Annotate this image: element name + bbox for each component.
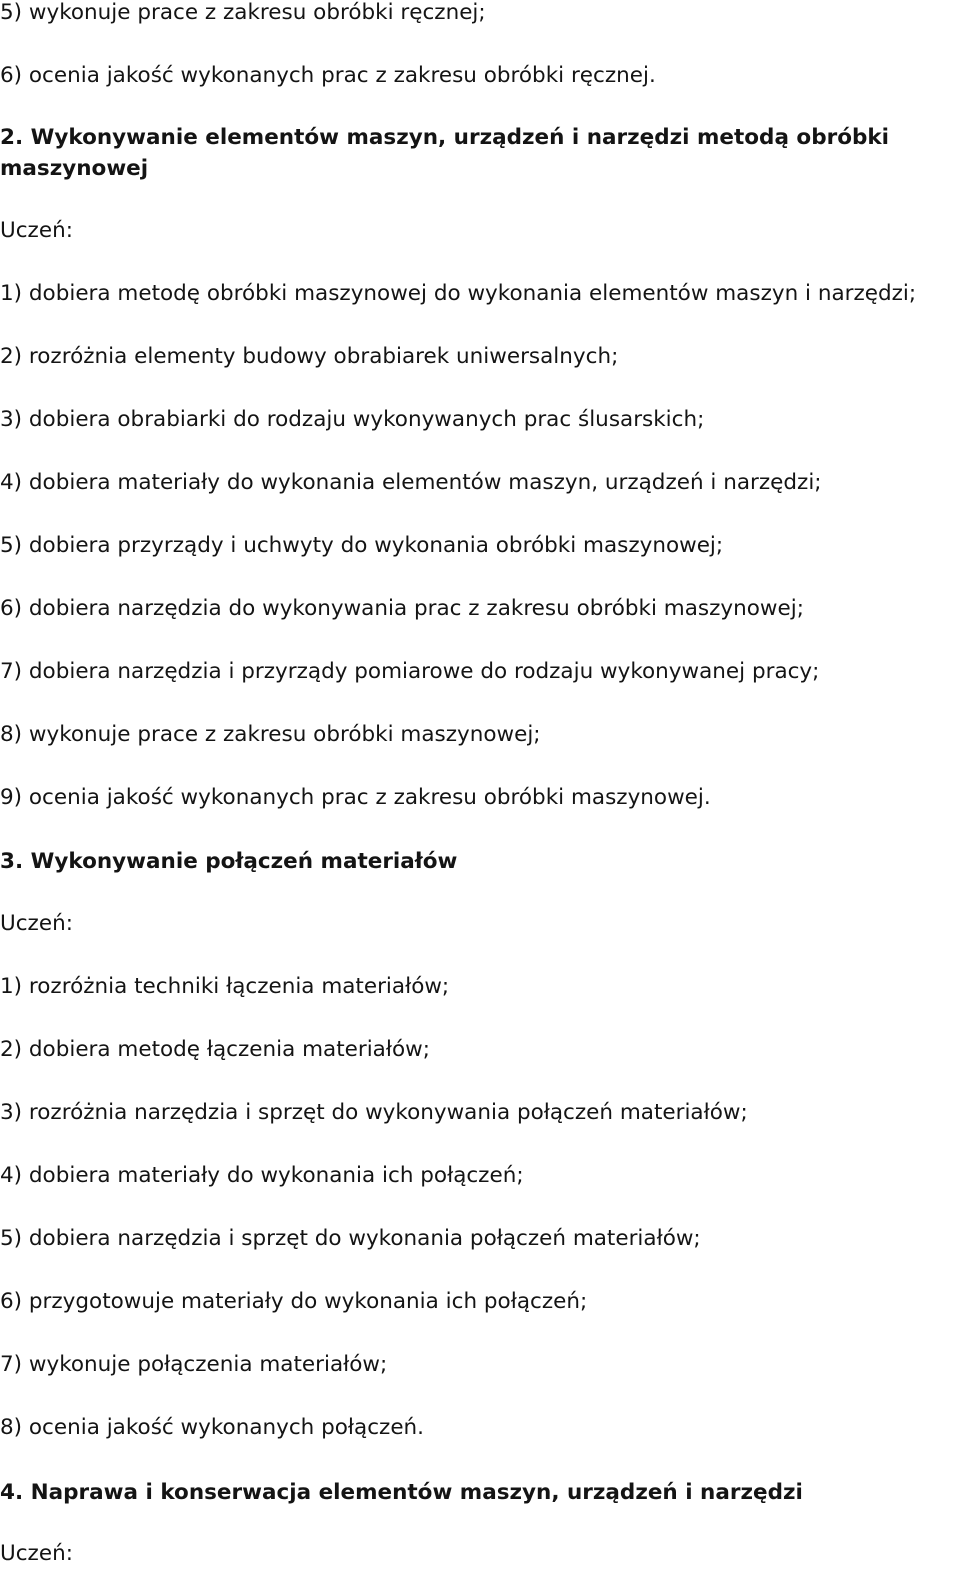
list-item: 7) dobiera narzędzia i przyrządy pomiarowe do rodzaju wykonywanej pracy; <box>0 659 820 684</box>
list-item: 3) rozróżnia narzędzia i sprzęt do wykonywania połączeń materiałów; <box>0 1100 748 1125</box>
section-heading-3: 3. Wykonywanie połączeń materiałów <box>0 849 458 874</box>
list-item: 6) dobiera narzędzia do wykonywania prac z zakresu obróbki maszynowej; <box>0 596 804 621</box>
list-item: 1) rozróżnia techniki łączenia materiałów; <box>0 974 450 999</box>
list-item: 6) przygotowuje materiały do wykonania ich połączeń; <box>0 1289 588 1314</box>
section-heading-2-line-2: maszynowej <box>0 156 149 181</box>
list-item: 4) dobiera materiały do wykonania ich połączeń; <box>0 1163 524 1188</box>
section-intro: Uczeń: <box>0 911 73 936</box>
list-item: 5) dobiera przyrządy i uchwyty do wykonania obróbki maszynowej; <box>0 533 724 558</box>
list-item: 5) dobiera narzędzia i sprzęt do wykonania połączeń materiałów; <box>0 1226 701 1251</box>
list-item: 1) dobiera metodę obróbki maszynowej do wykonania elementów maszyn i narzędzi; <box>0 281 917 306</box>
list-item: 2) rozróżnia elementy budowy obrabiarek uniwersalnych; <box>0 344 619 369</box>
list-item: 7) wykonuje połączenia materiałów; <box>0 1352 388 1377</box>
section-intro: Uczeń: <box>0 218 73 243</box>
list-item: 3) dobiera obrabiarki do rodzaju wykonywanych prac ślusarskich; <box>0 407 705 432</box>
list-item: 8) wykonuje prace z zakresu obróbki maszynowej; <box>0 722 541 747</box>
section-heading-2-line-1: 2. Wykonywanie elementów maszyn, urządzeń i narzędzi metodą obróbki <box>0 125 890 150</box>
list-item: 5) wykonuje prace z zakresu obróbki ręcznej; <box>0 0 486 25</box>
section-heading-4: 4. Naprawa i konserwacja elementów maszyn, urządzeń i narzędzi <box>0 1480 803 1505</box>
list-item: 6) ocenia jakość wykonanych prac z zakresu obróbki ręcznej. <box>0 63 656 88</box>
list-item: 8) ocenia jakość wykonanych połączeń. <box>0 1415 425 1440</box>
list-item: 9) ocenia jakość wykonanych prac z zakresu obróbki maszynowej. <box>0 785 711 810</box>
section-intro: Uczeń: <box>0 1541 73 1566</box>
list-item: 2) dobiera metodę łączenia materiałów; <box>0 1037 430 1062</box>
list-item: 4) dobiera materiały do wykonania elementów maszyn, urządzeń i narzędzi; <box>0 470 822 495</box>
